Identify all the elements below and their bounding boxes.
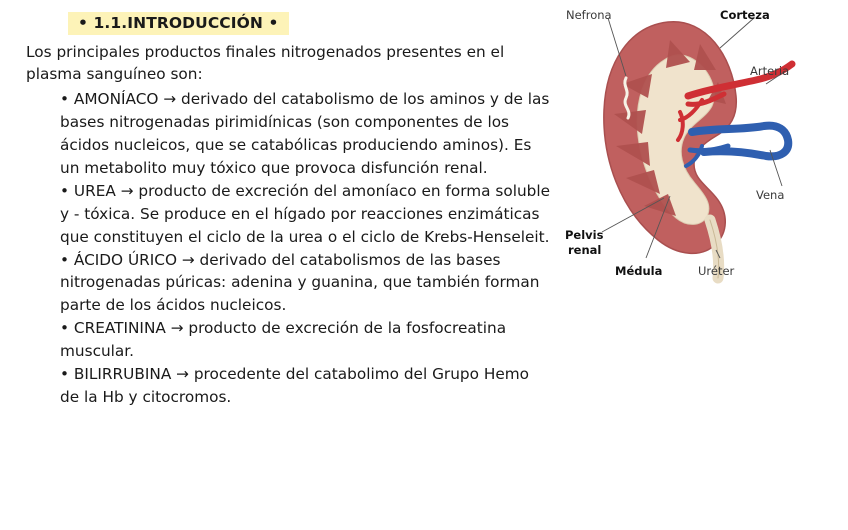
bullet-list: [26, 88, 552, 409]
figure-label-medula: Médula: [615, 264, 663, 278]
figure-column: [560, 0, 848, 300]
figure-label-vena: Vena: [756, 188, 785, 202]
list-item: • BILIRRUBINA → procedente del catabolimo del Grupo Hemo de la Hb y citocromos.: [60, 365, 530, 407]
intro-paragraph: Los principales productos finales nitrogenados presentes en el plasma sanguíneo son:: [26, 43, 505, 84]
heading-row: [26, 12, 552, 35]
kidney-illustration: [560, 0, 848, 300]
list-item: • AMONÍACO → derivado del catabolismo de los aminos y de las bases nitrogenadas pirimidínicas (son componentes de los ácidos nucleicos, que se catabólicas produciendo aminos). Es un metabolito muy tóxico que provoca disfunción renal.: [60, 89, 550, 177]
list-item: • UREA → producto de excreción del amoníaco en forma soluble y - tóxica. Se produce en el hígado por reacciones enzimáticas que constituyen el ciclo de la urea o el ciclo de Krebs-Henseleit.: [60, 181, 551, 246]
figure-label-corteza: Corteza: [720, 8, 770, 22]
figure-label-nefrona: Nefrona: [566, 8, 612, 22]
figure-label-pelvis: Pelvis: [565, 228, 604, 242]
figure-label-renal: renal: [568, 243, 602, 257]
list-item: • ÁCIDO ÚRICO → derivado del catabolismos de las bases nitrogenadas púricas: adenina y guanina, que también forman parte de los ácidos nucleicos.: [60, 250, 540, 315]
figure-label-arteria: Arteria: [750, 64, 790, 78]
page-title: • 1.1.INTRODUCCIÓN •: [68, 12, 289, 35]
figure-label-ureter: Uréter: [698, 264, 735, 278]
list-item: • CREATININA → producto de excreción de la fosfocreatina muscular.: [60, 319, 507, 361]
